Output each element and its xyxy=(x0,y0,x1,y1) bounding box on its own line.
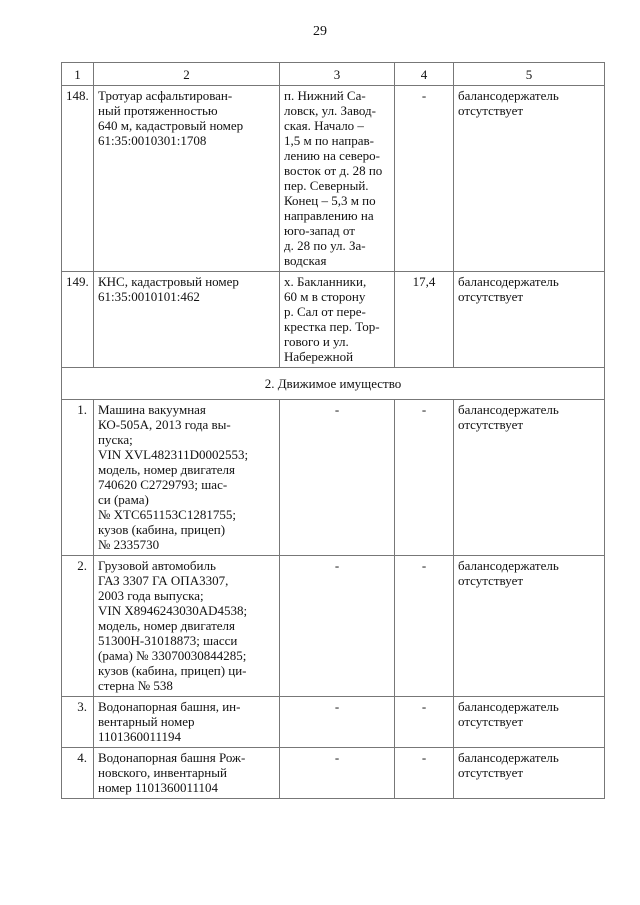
row-name: Машина вакуумная КО-505А, 2013 года вы- пуска; VIN XVL482311D0002553; модель, номер двигателя 740620 C2729793; шас- си (рама) № XTC651153C1281755; кузов (кабина, прицеп) № 2335730 xyxy=(94,400,280,556)
row-area: 17,4 xyxy=(395,272,454,368)
row-holder: балансодержатель отсутствует xyxy=(454,86,605,272)
row-address: - xyxy=(280,556,395,697)
header-col-1: 1 xyxy=(62,63,94,86)
row-name: КНС, кадастровый номер 61:35:0010101:462 xyxy=(94,272,280,368)
table-row xyxy=(62,748,605,799)
section-title: 2. Движимое имущество xyxy=(62,368,605,400)
row-area: - xyxy=(395,86,454,272)
section-heading-row xyxy=(62,368,605,400)
row-holder: балансодержатель отсутствует xyxy=(454,748,605,799)
table-row xyxy=(62,86,605,272)
header-col-5: 5 xyxy=(454,63,605,86)
row-area: - xyxy=(395,400,454,556)
row-address: - xyxy=(280,697,395,748)
row-name: Водонапорная башня Рож- новского, инвентарный номер 1101360011104 xyxy=(94,748,280,799)
row-number: 149. xyxy=(62,272,94,368)
table-row xyxy=(62,556,605,697)
page-number: 29 xyxy=(313,24,327,39)
table-row xyxy=(62,400,605,556)
header-row xyxy=(62,63,605,86)
row-area: - xyxy=(395,697,454,748)
row-name: Водонапорная башня, ин- вентарный номер 1101360011194 xyxy=(94,697,280,748)
property-registry-table xyxy=(61,62,605,799)
row-number: 148. xyxy=(62,86,94,272)
header-col-3: 3 xyxy=(280,63,395,86)
row-address: х. Бакланники, 60 м в сторону р. Сал от пере- крестка пер. Тор- гового и ул. Набережной xyxy=(280,272,395,368)
row-address: - xyxy=(280,748,395,799)
header-col-2: 2 xyxy=(94,63,280,86)
header-col-4: 4 xyxy=(395,63,454,86)
row-holder: балансодержатель отсутствует xyxy=(454,400,605,556)
table-row xyxy=(62,697,605,748)
row-number: 3. xyxy=(62,697,94,748)
row-area: - xyxy=(395,556,454,697)
row-address: п. Нижний Са- ловск, ул. Завод- ская. Начало – 1,5 м по направ- лению на северо- восток от д. 28 по пер. Северный. Конец – 5,3 м по направлению на юго-запад от д. 28 по ул. За- водская xyxy=(280,86,395,272)
row-holder: балансодержатель отсутствует xyxy=(454,556,605,697)
row-number: 4. xyxy=(62,748,94,799)
row-number: 2. xyxy=(62,556,94,697)
row-number: 1. xyxy=(62,400,94,556)
row-holder: балансодержатель отсутствует xyxy=(454,272,605,368)
row-area: - xyxy=(395,748,454,799)
row-holder: балансодержатель отсутствует xyxy=(454,697,605,748)
row-address: - xyxy=(280,400,395,556)
row-name: Грузовой автомобиль ГАЗ 3307 ГА ОПА3307, 2003 года выпуска; VIN X8946243030AD4538; модель, номер двигателя 51300H-31018873; шасси (рама) № 33070030844285; кузов (кабина, прицеп) ци- стерна № 538 xyxy=(94,556,280,697)
row-name: Тротуар асфальтирован- ный протяженностью 640 м, кадастровый номер 61:35:0010301:1708 xyxy=(94,86,280,272)
table-row xyxy=(62,272,605,368)
